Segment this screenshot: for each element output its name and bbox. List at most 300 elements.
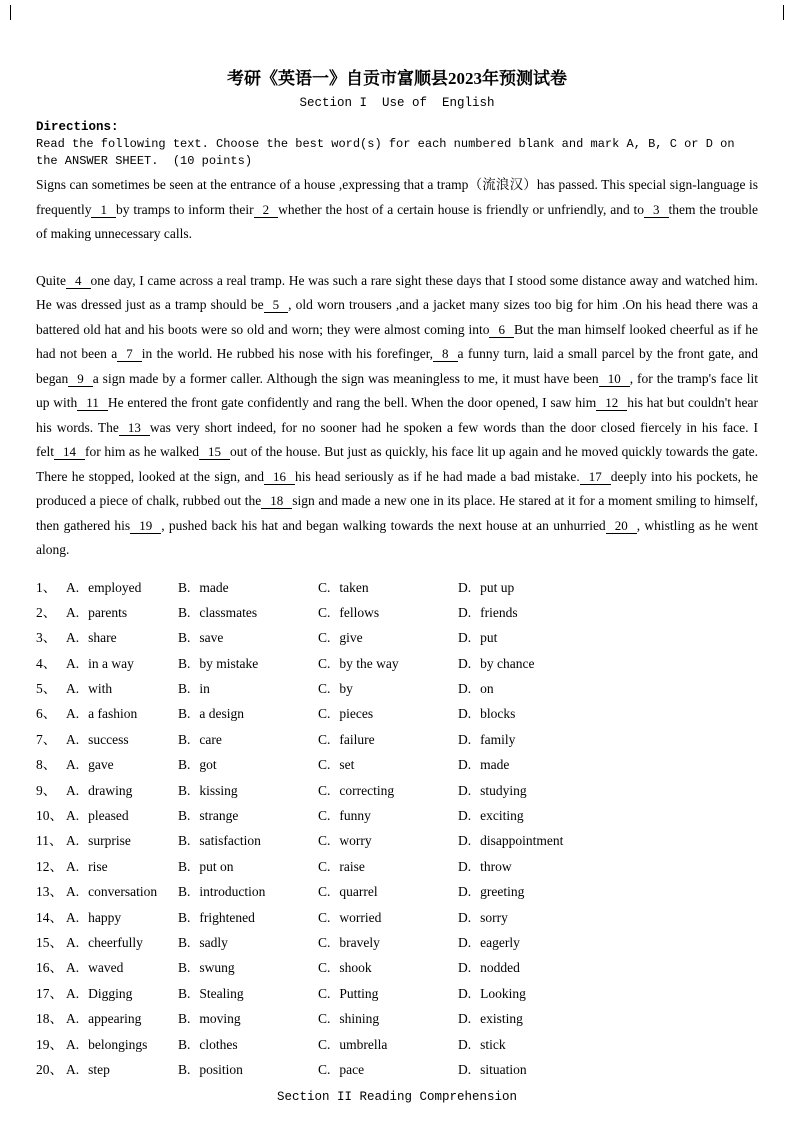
option-text: belongings: [88, 1036, 148, 1052]
option-a: [66, 752, 178, 777]
option-letter: C.: [318, 808, 331, 824]
option-letter: C.: [318, 833, 331, 849]
passage: [36, 173, 758, 563]
option-letter: D.: [458, 1061, 472, 1077]
option-letter: B.: [178, 681, 191, 697]
question-number: 15、: [36, 934, 63, 950]
option-d: [458, 651, 758, 676]
option-d: [458, 981, 758, 1006]
option-b: [178, 1032, 318, 1057]
option-b: [178, 854, 318, 879]
option-text: sorry: [480, 909, 508, 925]
page-border-mark-right: [783, 5, 784, 20]
question-row: [36, 879, 758, 904]
option-text: a fashion: [88, 706, 138, 722]
option-text: worry: [339, 833, 372, 849]
option-text: stick: [480, 1036, 506, 1052]
option-letter: A.: [66, 731, 80, 747]
question-row: [36, 955, 758, 980]
option-text: gave: [88, 757, 114, 773]
question-number: 12、: [36, 858, 63, 874]
question-number: 5、: [36, 681, 57, 697]
option-letter: C.: [318, 1011, 331, 1027]
option-d: [458, 1032, 758, 1057]
option-letter: B.: [178, 1036, 191, 1052]
option-letter: C.: [318, 630, 331, 646]
option-c: [318, 651, 458, 676]
option-letter: C.: [318, 706, 331, 722]
option-text: put on: [199, 858, 234, 874]
question-row: [36, 854, 758, 879]
option-a: [66, 905, 178, 930]
option-b: [178, 879, 318, 904]
option-text: worried: [339, 909, 382, 925]
cloze-blank-16: 16: [264, 469, 295, 485]
option-text: family: [480, 731, 516, 747]
option-letter: B.: [178, 1011, 191, 1027]
option-text: got: [199, 757, 217, 773]
option-a: [66, 955, 178, 980]
cloze-blank-13: 13: [119, 420, 150, 436]
cloze-blank-12: 12: [596, 395, 627, 411]
question-number: 7、: [36, 731, 57, 747]
option-text: shook: [339, 960, 372, 976]
option-text: failure: [339, 731, 375, 747]
passage-paragraph: Quite 4 one day, I came across a real tramp. He was such a rare sight these days that I stood some distance away and watched him. He was dressed just as a tramp should be 5 , old worn trousers ,and a jacket many sizes too big for him .On his head there was a battered old hat and his boots were so old and worn; they were almost coming into 6 But the man himself looked cheerful as if he had not been a 7 in the world. He rubbed his nose with his forefinger, 8 a funny turn, laid a small parcel by the front gate, and began 9 a sign made by a former caller. Although the sign was meaningless to me, it must have been 10 , for the tramp's face lit up with 11 He entered the front gate confidently and rang the bell. When the door opened, I saw him 12 his hat but couldn't hear his words. The 13 was very short indeed, for no sooner had he spoken a few words than the door closed fiercely in his face. I felt 14 for him as he walked 15 out of the house. But just as quickly, his face lit up again and he moved quickly towards the gate. There he stopped, looked at the sign, and 16 his head seriously as if he had made a bad mistake. 17 deeply into his pockets, he produced a piece of chalk, rubbed out the 18 sign and made a new one in its place. He stared at it for a moment smiling to himself, then gathered his 19 , pushed back his hat and began walking towards the next house at an unhurried 20 , whistling as he went along.: [36, 272, 759, 557]
questions-list: [36, 575, 758, 1083]
option-letter: B.: [178, 706, 191, 722]
option-text: give: [339, 630, 363, 646]
option-text: classmates: [199, 604, 258, 620]
option-text: save: [199, 630, 224, 646]
option-letter: B.: [178, 985, 191, 1001]
option-b: [178, 575, 318, 600]
cloze-blank-2: 2: [254, 202, 279, 218]
page-border-mark-left: [10, 5, 11, 20]
option-letter: D.: [458, 858, 472, 874]
option-text: nodded: [480, 960, 520, 976]
option-text: throw: [480, 858, 512, 874]
question-row: [36, 930, 758, 955]
option-c: [318, 752, 458, 777]
question-row: [36, 752, 758, 777]
option-d: [458, 625, 758, 650]
option-letter: D.: [458, 884, 472, 900]
option-text: a design: [199, 706, 245, 722]
option-text: on: [480, 681, 494, 697]
option-letter: D.: [458, 630, 472, 646]
option-c: [318, 1006, 458, 1031]
option-letter: A.: [66, 960, 80, 976]
option-d: [458, 575, 758, 600]
option-text: quarrel: [339, 884, 378, 900]
option-c: [318, 803, 458, 828]
option-letter: A.: [66, 1011, 80, 1027]
option-text: taken: [339, 579, 369, 595]
question-row: [36, 778, 758, 803]
option-text: pace: [339, 1061, 365, 1077]
option-text: satisfaction: [199, 833, 261, 849]
option-a: [66, 930, 178, 955]
option-text: funny: [339, 808, 371, 824]
option-letter: C.: [318, 858, 331, 874]
option-text: correcting: [339, 782, 395, 798]
option-b: [178, 955, 318, 980]
question-row: [36, 625, 758, 650]
option-text: Stealing: [199, 985, 244, 1001]
question-number: 10、: [36, 808, 63, 824]
option-text: position: [199, 1061, 243, 1077]
option-d: [458, 803, 758, 828]
option-text: Looking: [480, 985, 526, 1001]
option-text: strange: [199, 808, 239, 824]
option-b: [178, 676, 318, 701]
question-row: [36, 828, 758, 853]
option-text: situation: [480, 1061, 527, 1077]
cloze-blank-5: 5: [264, 297, 289, 313]
question-row: [36, 803, 758, 828]
option-letter: B.: [178, 579, 191, 595]
option-b: [178, 905, 318, 930]
option-text: drawing: [88, 782, 133, 798]
cloze-blank-3: 3: [644, 202, 669, 218]
option-text: friends: [480, 604, 518, 620]
option-text: Digging: [88, 985, 133, 1001]
option-a: [66, 1057, 178, 1082]
question-row: [36, 1057, 758, 1082]
option-letter: D.: [458, 985, 472, 1001]
option-letter: A.: [66, 884, 80, 900]
option-letter: B.: [178, 630, 191, 646]
option-letter: A.: [66, 1036, 80, 1052]
cloze-blank-9: 9: [68, 371, 93, 387]
option-c: [318, 600, 458, 625]
option-text: greeting: [480, 884, 525, 900]
option-letter: B.: [178, 858, 191, 874]
option-letter: A.: [66, 909, 80, 925]
question-number: 17、: [36, 985, 63, 1001]
option-a: [66, 600, 178, 625]
option-c: [318, 701, 458, 726]
option-text: umbrella: [339, 1036, 388, 1052]
option-c: [318, 981, 458, 1006]
option-letter: D.: [458, 934, 472, 950]
option-letter: C.: [318, 960, 331, 976]
option-text: by the way: [339, 655, 399, 671]
option-text: blocks: [480, 706, 516, 722]
question-number: 8、: [36, 757, 57, 773]
question-row: [36, 676, 758, 701]
option-text: by chance: [480, 655, 535, 671]
question-row: [36, 575, 758, 600]
option-text: rise: [88, 858, 108, 874]
option-text: with: [88, 681, 113, 697]
option-text: pieces: [339, 706, 374, 722]
option-c: [318, 1032, 458, 1057]
question-number: 16、: [36, 960, 63, 976]
option-c: [318, 930, 458, 955]
option-letter: D.: [458, 909, 472, 925]
option-text: employed: [88, 579, 142, 595]
question-row: [36, 1032, 758, 1057]
option-letter: C.: [318, 985, 331, 1001]
question-number: 14、: [36, 909, 63, 925]
option-d: [458, 930, 758, 955]
option-b: [178, 981, 318, 1006]
question-number: 1、: [36, 579, 57, 595]
cloze-blank-18: 18: [261, 493, 292, 509]
option-d: [458, 727, 758, 752]
question-number: 18、: [36, 1011, 63, 1027]
question-number: 4、: [36, 655, 57, 671]
option-letter: C.: [318, 757, 331, 773]
option-text: step: [88, 1061, 110, 1077]
option-letter: A.: [66, 757, 80, 773]
page-title: 考研《英语一》自贡市富顺县2023年预测试卷: [227, 69, 567, 88]
option-d: [458, 905, 758, 930]
option-text: bravely: [339, 934, 380, 950]
option-a: [66, 625, 178, 650]
option-d: [458, 676, 758, 701]
option-c: [318, 905, 458, 930]
option-text: raise: [339, 858, 365, 874]
option-b: [178, 1006, 318, 1031]
option-b: [178, 828, 318, 853]
option-d: [458, 778, 758, 803]
option-letter: B.: [178, 1061, 191, 1077]
cloze-blank-20: 20: [606, 518, 637, 534]
option-letter: C.: [318, 655, 331, 671]
option-a: [66, 575, 178, 600]
option-text: share: [88, 630, 117, 646]
option-letter: D.: [458, 757, 472, 773]
option-a: [66, 778, 178, 803]
option-text: shining: [339, 1011, 380, 1027]
option-letter: A.: [66, 706, 80, 722]
option-text: care: [199, 731, 222, 747]
question-row: [36, 651, 758, 676]
question-row: [36, 701, 758, 726]
option-letter: B.: [178, 604, 191, 620]
option-c: [318, 1057, 458, 1082]
question-number: 9、: [36, 782, 57, 798]
option-d: [458, 600, 758, 625]
option-d: [458, 1057, 758, 1082]
option-letter: A.: [66, 604, 80, 620]
option-text: made: [480, 757, 510, 773]
option-text: studying: [480, 782, 527, 798]
option-text: sadly: [199, 934, 228, 950]
option-letter: C.: [318, 1036, 331, 1052]
option-b: [178, 727, 318, 752]
option-b: [178, 1057, 318, 1082]
option-c: [318, 879, 458, 904]
option-letter: B.: [178, 782, 191, 798]
cloze-blank-11: 11: [77, 395, 108, 411]
cloze-blank-15: 15: [199, 444, 230, 460]
option-letter: B.: [178, 655, 191, 671]
option-letter: C.: [318, 731, 331, 747]
option-b: [178, 701, 318, 726]
question-row: [36, 981, 758, 1006]
option-letter: B.: [178, 808, 191, 824]
option-text: pleased: [88, 808, 129, 824]
option-c: [318, 625, 458, 650]
option-d: [458, 752, 758, 777]
option-letter: C.: [318, 884, 331, 900]
option-text: in: [199, 681, 210, 697]
option-text: Putting: [339, 985, 379, 1001]
option-c: [318, 676, 458, 701]
option-a: [66, 727, 178, 752]
cloze-blank-17: 17: [580, 469, 611, 485]
directions-label: Directions:: [36, 120, 119, 134]
option-c: [318, 955, 458, 980]
option-letter: D.: [458, 1011, 472, 1027]
option-letter: D.: [458, 655, 472, 671]
option-c: [318, 575, 458, 600]
option-b: [178, 752, 318, 777]
option-b: [178, 803, 318, 828]
passage-paragraph: Signs can sometimes be seen at the entrance of a house ,expressing that a tramp（流浪汉）has passed. This special sign-language is frequently 1 by tramps to inform their 2 whether the host of a certain house is friendly or unfriendly, and to 3 them the trouble of making unnecessary calls.: [36, 177, 758, 241]
option-text: existing: [480, 1011, 523, 1027]
question-row: [36, 727, 758, 752]
option-text: surprise: [88, 833, 131, 849]
option-letter: C.: [318, 934, 331, 950]
question-row: [36, 1006, 758, 1031]
option-text: frightened: [199, 909, 255, 925]
option-d: [458, 828, 758, 853]
option-text: introduction: [199, 884, 266, 900]
option-text: made: [199, 579, 229, 595]
option-letter: C.: [318, 909, 331, 925]
option-text: by: [339, 681, 353, 697]
option-letter: D.: [458, 731, 472, 747]
section-i-heading: Section I Use of English: [299, 96, 495, 110]
option-c: [318, 828, 458, 853]
option-letter: A.: [66, 985, 80, 1001]
option-text: appearing: [88, 1011, 142, 1027]
question-number: 2、: [36, 604, 57, 620]
option-text: clothes: [199, 1036, 238, 1052]
option-text: exciting: [480, 808, 524, 824]
option-letter: A.: [66, 1061, 80, 1077]
option-letter: A.: [66, 934, 80, 950]
cloze-blank-6: 6: [489, 322, 514, 338]
option-text: fellows: [339, 604, 380, 620]
option-letter: D.: [458, 579, 472, 595]
option-text: parents: [88, 604, 128, 620]
option-letter: D.: [458, 960, 472, 976]
option-letter: D.: [458, 604, 472, 620]
option-b: [178, 930, 318, 955]
option-letter: B.: [178, 884, 191, 900]
option-text: put: [480, 630, 498, 646]
option-a: [66, 676, 178, 701]
option-letter: D.: [458, 706, 472, 722]
option-letter: D.: [458, 833, 472, 849]
cloze-blank-1: 1: [91, 202, 116, 218]
option-letter: A.: [66, 681, 80, 697]
option-text: set: [339, 757, 355, 773]
option-c: [318, 854, 458, 879]
option-a: [66, 828, 178, 853]
option-b: [178, 651, 318, 676]
question-number: 3、: [36, 630, 57, 646]
option-text: swung: [199, 960, 235, 976]
option-a: [66, 701, 178, 726]
option-c: [318, 778, 458, 803]
option-text: moving: [199, 1011, 241, 1027]
option-c: [318, 727, 458, 752]
option-letter: D.: [458, 681, 472, 697]
option-letter: A.: [66, 655, 80, 671]
question-number: 19、: [36, 1036, 63, 1052]
option-d: [458, 879, 758, 904]
option-letter: D.: [458, 1036, 472, 1052]
question-number: 20、: [36, 1061, 63, 1077]
option-text: disappointment: [480, 833, 564, 849]
option-d: [458, 1006, 758, 1031]
option-text: success: [88, 731, 129, 747]
cloze-blank-8: 8: [433, 346, 458, 362]
option-letter: C.: [318, 681, 331, 697]
option-d: [458, 955, 758, 980]
option-text: by mistake: [199, 655, 259, 671]
option-text: conversation: [88, 884, 158, 900]
question-row: [36, 905, 758, 930]
cloze-blank-7: 7: [117, 346, 142, 362]
option-a: [66, 854, 178, 879]
option-text: in a way: [88, 655, 134, 671]
directions-text: Read the following text. Choose the best word(s) for each numbered blank and mark A, B, C or D on the ANSWER SHEET. (10 points): [36, 137, 742, 168]
question-row: [36, 600, 758, 625]
option-text: put up: [480, 579, 515, 595]
option-letter: B.: [178, 934, 191, 950]
option-letter: B.: [178, 833, 191, 849]
cloze-blank-19: 19: [130, 518, 161, 534]
option-b: [178, 625, 318, 650]
option-letter: A.: [66, 808, 80, 824]
option-text: kissing: [199, 782, 238, 798]
option-text: happy: [88, 909, 122, 925]
option-letter: C.: [318, 1061, 331, 1077]
option-letter: A.: [66, 630, 80, 646]
option-letter: D.: [458, 808, 472, 824]
option-letter: B.: [178, 731, 191, 747]
option-d: [458, 854, 758, 879]
option-letter: B.: [178, 909, 191, 925]
option-text: waved: [88, 960, 124, 976]
option-letter: A.: [66, 579, 80, 595]
option-a: [66, 981, 178, 1006]
option-a: [66, 1006, 178, 1031]
option-b: [178, 600, 318, 625]
option-letter: D.: [458, 782, 472, 798]
option-letter: C.: [318, 782, 331, 798]
option-letter: C.: [318, 579, 331, 595]
option-letter: A.: [66, 782, 80, 798]
cloze-blank-4: 4: [66, 273, 91, 289]
option-a: [66, 803, 178, 828]
option-letter: B.: [178, 960, 191, 976]
option-letter: A.: [66, 833, 80, 849]
question-number: 6、: [36, 706, 57, 722]
question-number: 13、: [36, 884, 63, 900]
cloze-blank-10: 10: [599, 371, 630, 387]
option-a: [66, 651, 178, 676]
option-text: cheerfully: [88, 934, 143, 950]
